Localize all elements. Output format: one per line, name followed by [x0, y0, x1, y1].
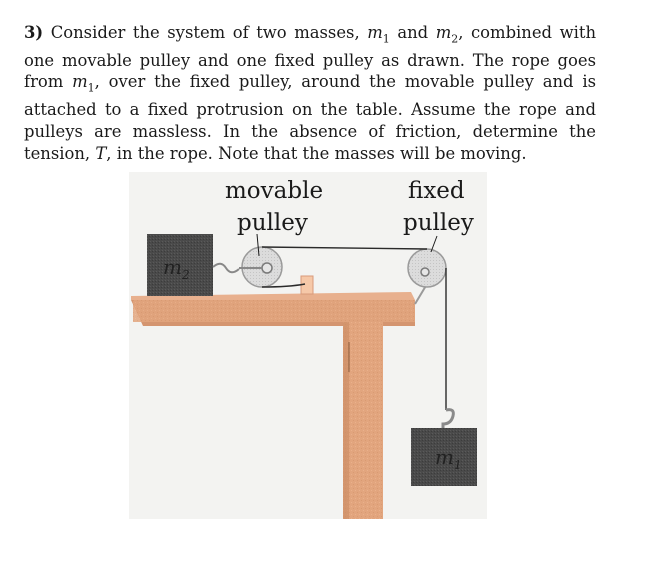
mass-m1-label: $m_1$: [435, 445, 462, 472]
pulley-system-diagram: [129, 172, 487, 519]
mass-m2-label: $m_2$: [163, 255, 190, 282]
problem-text-part-2: , combined with one movable pulley and one fixed pulley as drawn. The rope goes from: [24, 23, 597, 92]
label-fixed-line-2: pulley: [403, 210, 474, 236]
label-fixed-line-1: fixed: [408, 178, 465, 204]
problem-statement: [24, 22, 596, 164]
problem-number: 3): [24, 23, 44, 42]
problem-text-part-1: Consider the system of two masses,: [50, 23, 360, 42]
problem-text-and: and: [397, 23, 429, 42]
symbol-m1: $m_1$: [367, 23, 390, 46]
pulley-system-figure: [129, 172, 487, 519]
label-movable-line-2: pulley: [237, 210, 308, 236]
problem-text-part-4: , in the rope. Note that the masses will be moving.: [106, 143, 527, 163]
symbol-tension: T: [95, 143, 107, 163]
fixed-pulley-axle: [421, 268, 429, 276]
symbol-m1-again: $m_1$: [72, 72, 95, 95]
label-movable-line-1: movable: [225, 178, 324, 204]
problem-text-part-3: , over the fixed pulley, around the movable pulley and is attached to a fixed protrusion on the table. Assume the rope and pulleys are massless. In the absence of friction, determine the tension,: [24, 72, 596, 163]
symbol-m2: $m_2$: [435, 23, 459, 46]
movable-pulley-axle: [262, 263, 272, 273]
